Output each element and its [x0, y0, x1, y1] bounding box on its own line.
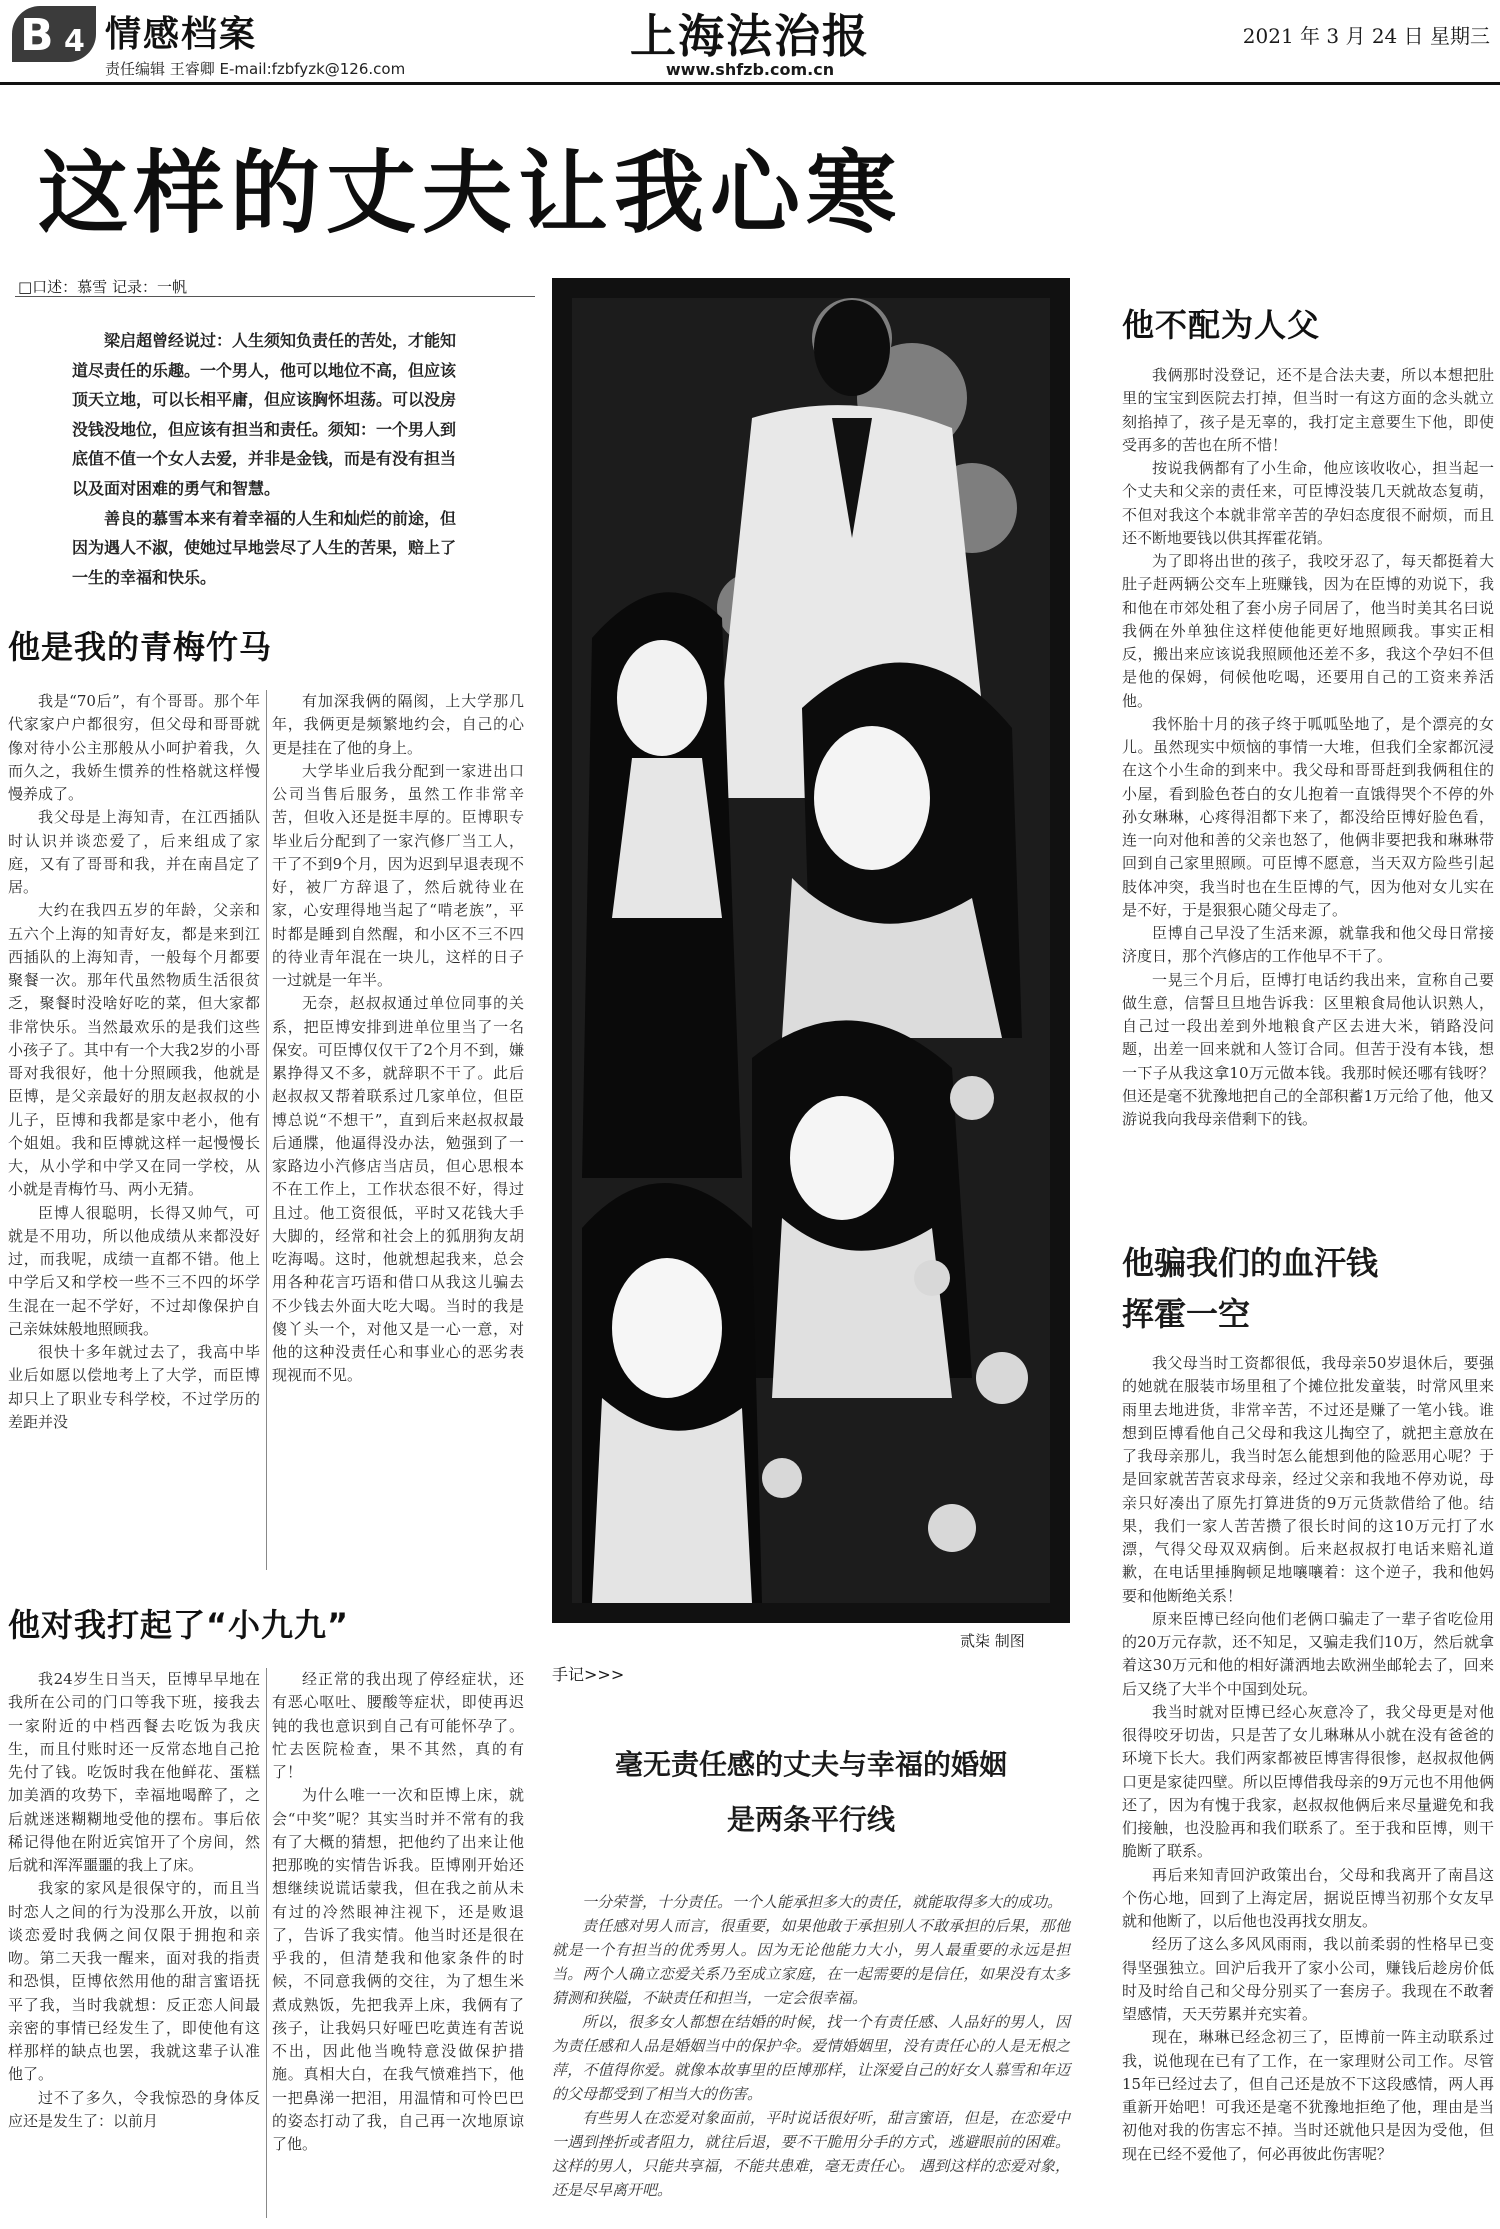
section1-column-1 — [8, 690, 260, 1434]
article-intro — [72, 326, 468, 592]
section2-column-1 — [8, 1668, 260, 2133]
note-title — [552, 1738, 1070, 1847]
article-headline: 这样的丈夫让我心寒 — [38, 141, 902, 246]
note-paragraph: 一分荣誉，十分责任。一个人能承担多大的责任，就能取得多大的成功。 — [582, 1893, 1063, 1911]
column-divider — [266, 690, 267, 1570]
paragraph: 臣博自己早没了生活来源，就靠我和他父母日常接济度日，那个汽修店的工作他早不干了。 — [1122, 924, 1494, 966]
intro-paragraph: 梁启超曾经说过：人生须知负责任的苦处，才能知道尽责任的乐趣。一个男人，他可以地位不高，但应该顶天立地，可以长相平庸，但应该胸怀坦荡。可以没房没钱没地位，但应该有担当和责任。须知：一个男人到底值不值一个女人去爱，并非是金钱，而是有没有担当以及面对困难的勇气和智慧。 — [72, 331, 457, 498]
illustration-credit: 贰柒 制图 — [960, 1632, 1025, 1650]
paragraph: 我怀胎十月的孩子终于呱呱坠地了，是个漂亮的女儿。虽然现实中烦恼的事情一大堆，但我们全家都沉浸在这个小生命的到来中。我父母和哥哥赶到我俩租住的小屋，看到脸色苍白的女儿抱着一直饿得哭个不停的外孙女琳琳，心疼得泪都下来了，都没给臣博好脸色看，连一向对他和善的父亲也怒了，他俩非要把我和琳琳带回到自己家里照顾。可臣博不愿意，当天双方险些引起肢体冲突，我当时也在生臣博的气，因为他对女儿实在是不好，于是狠狠心随父母走了。 — [1122, 714, 1494, 919]
woman-figure-center — [752, 1020, 972, 1398]
byline: □口述：慕雪 记录：一帆 — [18, 278, 187, 296]
woman-figure-left — [582, 592, 742, 1178]
paragraph: 原来臣博已经向他们老俩口骗走了一辈子省吃俭用的20万元存款，还不知足，又骗走我们10万，然后就拿着这30万元和他的相好潇洒地去欧洲坐邮轮去了，回来后又绕了大半个中国到处玩。 — [1122, 1609, 1494, 1698]
illustration — [552, 278, 1070, 1623]
paragraph: 经正常的我出现了停经症状，还有恶心呕吐、腰酸等症状，即使再迟钝的我也意识到自己有可能怀孕了。忙去医院检查，果不其然，真的有了！ — [272, 1670, 524, 1781]
paragraph: 我家的家风是很保守的，而且当时恋人之间的行为没那么开放，以前谈恋爱时我俩之间仅限于拥抱和亲吻。第二天我一醒来，面对我的指责和恐惧，臣博依然用他的甜言蜜语抚平了我，当时我就想：反正恋人间最亲密的事情已经发生了，即使他有这样那样的缺点也罢，我就这辈子认准他了。 — [8, 1879, 260, 2084]
paragraph: 我是“70后”，有个哥哥。那个年代家家户户都很穷，但父母和哥哥就像对待小公主那般从小呵护着我，久而久之，我娇生惯养的性格就这样慢慢养成了。 — [8, 692, 260, 803]
byline-rule — [15, 296, 535, 297]
paragraph: 按说我俩都有了小生命，他应该收收心，担当起一个丈夫和父亲的责任来，可臣博没装几天就故态复萌，不但对我这个本就非常辛苦的孕妇态度很不耐烦，而且还不断地要钱以供其挥霍花销。 — [1122, 459, 1494, 547]
paragraph: 很快十多年就过去了，我高中毕业后如愿以偿地考上了大学，而臣博却只上了职业专科学校，不过学历的差距并没 — [8, 1343, 260, 1431]
paragraph: 为了即将出世的孩子，我咬牙忍了，每天都挺着大肚子赶两辆公交车上班赚钱，因为在臣博的劝说下，我和他在市郊处租了套小房子同居了，他当时美其名曰说我俩在外单独住这样使他能更好地照顾我。事实正相反，搬出来应该说我照顾他还差不多，我这个孕妇不但是他的保姆，伺候他吃喝，还要用自己的工资来养活他。 — [1122, 552, 1494, 710]
section-title-2: 他对我打起了“小九九” — [8, 1606, 350, 1644]
section4-column — [1122, 1352, 1494, 2166]
column-divider — [266, 1668, 267, 2218]
section-letter: B — [20, 10, 54, 61]
paragraph: 臣博人很聪明，长得又帅气，可就是不用功，所以他成绩从来都没好过，而我呢，成绩一直都不错。他上中学后又和学校一些不三不四的坏学生混在一起不学好，不过却像保护自己亲妹妹般地照顾我。 — [8, 1203, 260, 1338]
paragraph: 我父母当时工资都很低，我母亲50岁退休后，要强的她就在服装市场里租了个摊位批发童装，时常风里来雨里去地进货，非常辛苦，不过还是赚了一笔小钱。谁想到臣博看他自己父母和我这儿掏空了，就把主意放在了我母亲那儿，我当时怎么能想到他的险恶用心呢？于是回家就苦苦哀求母亲，经过父亲和我地不停劝说，母亲只好凑出了原先打算进货的9万元货款借给了他。结果，我们一家人苦苦攒了很长时间的这10万元打了水漂，气得父母双双病倒。后来赵叔叔打电话来赔礼道歉，在电话里捶胸顿足地嚷嚷着：这个逆子，我和他妈要和他断绝关系！ — [1122, 1354, 1494, 1605]
note-title-line: 毫无责任感的丈夫与幸福的婚姻 — [614, 1748, 1007, 1781]
note-paragraph: 责任感对男人而言，很重要，如果他敢于承担别人不敢承担的后果，那他就是一个有担当的优秀男人。因为无论他能力大小，男人最重要的永远是担当。两个人确立恋爱关系乃至成立家庭，在一起需要的是信任，如果没有太多猜测和狭隘，不缺责任和担当，一定会很幸福。 — [552, 1917, 1070, 2007]
masthead-url: www.shfzb.com.cn — [665, 60, 835, 79]
paragraph: 我俩那时没登记，还不是合法夫妻，所以本想把肚里的宝宝到医院去打掉，但当时一有这方面的念头就立刻掐掉了，孩子是无辜的，我打定主意要生下他，即使受再多的苦也在所不惜！ — [1122, 366, 1494, 454]
paragraph: 一晃三个月后，臣博打电话约我出来，宣称自己要做生意，信誓旦旦地告诉我：区里粮食局他认识熟人，自己过一段出差到外地粮食产区去进大米，销路没问题，出差一回来就和人签订合同。但苦于没有本钱，想一下子从我这拿10万元做本钱。我那时候还哪有钱呀？但还是毫不犹豫地把自己的全部积蓄1万元给了他，他又游说我向我母亲借剩下的钱。 — [1122, 970, 1494, 1128]
paragraph: 无奈，赵叔叔通过单位同事的关系，把臣博安排到进单位里当了一名保安。可臣博仅仅干了2个月不到，嫌累挣得又不多，就辞职不干了。此后赵叔叔又帮着联系过几家单位，但臣博总说“不想干”，直到后来赵叔叔最后通牒，他逼得没办法，勉强到了一家路边小汽修店当店员，但心思根本不在工作上，工作状态很不好，得过且过。他工资很低，平时又花钱大手大脚的，经常和社会上的狐朋狗友胡吃海喝。这时，他就想起我来，总会用各种花言巧语和借口从我这儿骗去不少钱去外面大吃大喝。当时的我是傻丫头一个，对他又是一心一意，对他的这种没责任心和事业心的恶劣表现视而不见。 — [272, 994, 524, 1385]
note-tag: 手记>>> — [552, 1665, 625, 1684]
section-title-line: 挥霍一空 — [1122, 1295, 1251, 1334]
header-rule — [0, 82, 1500, 85]
paragraph: 我父母是上海知青，在江西插队时认识并谈恋爱了，后来组成了家庭，又有了哥哥和我，并在南昌定了居。 — [8, 808, 260, 896]
paragraph: 为什么唯一一次和臣博上床，就会“中奖”呢？其实当时并不常有的我有了大概的猜想，把他约了出来让他把那晚的实情告诉我。臣博刚开始还想继续说谎话蒙我，但在我之前从未有过的冷然眼神注视下，还是败退了，告诉了我实情。他当时还是很在乎我的，但清楚我和他家条件的时候，不同意我俩的交往，为了想生米煮成熟饭，先把我弄上床，我俩有了孩子，让我妈只好哑巴吃黄连有苦说不出，因此他当晚特意没做保护措施。真相大白，在我气愤难挡下，他一把鼻涕一把泪，用温情和可怜巴巴的姿态打动了我，自己再一次地原谅了他。 — [272, 1786, 524, 2153]
section-title-1: 他是我的青梅竹马 — [8, 628, 273, 666]
editor-credit: 责任编辑 王睿卿 E-mail:fzbfyzk@126.com — [105, 60, 406, 78]
section1-column-2 — [272, 690, 524, 1388]
woman-figure-right — [782, 663, 1022, 1038]
paragraph: 我24岁生日当天，臣博早早地在我所在公司的门口等我下班，接我去一家附近的中档西餐去吃饭为我庆生，而且付账时还一反常态地自己抢先付了钱。吃饭时我在他鲜花、蛋糕加美酒的攻势下，幸福地喝醉了，之后就迷迷糊糊地受他的摆布。事后依稀记得他在附近宾馆开了个房间，然后就和浑浑噩噩的我上了床。 — [8, 1670, 260, 1874]
paragraph: 过不了多久，令我惊恐的身体反应还是发生了：以前月 — [8, 2088, 260, 2130]
paragraph: 现在，琳琳已经念初三了，臣博前一阵主动联系过我，说他现在已有了工作，在一家理财公司工作。尽管15年已经过去了，但自己还是放不下这段感情，两人再重新开始吧！可我还是毫不犹豫地拒绝了他，理由是当初他对我的伤害忘不掉。当时还就他只是因为受他，但现在已经不爱他了，何必再彼此伤害呢？ — [1122, 2028, 1494, 2163]
intro-paragraph: 善良的慕雪本来有着幸福的人生和灿烂的前途，但因为遇人不淑，使她过早地尝尽了人生的苦果，赔上了一生的幸福和快乐。 — [72, 508, 457, 587]
section3-column — [1122, 364, 1494, 1131]
paragraph: 再后来知青回沪政策出台，父母和我离开了南昌这个伤心地，回到了上海定居，据说臣博当初那个女友早就和他断了，以后他也没再找女朋友。 — [1122, 1865, 1494, 1930]
newspaper-masthead: 上海法治报 — [630, 9, 870, 63]
section-title-4 — [1122, 1238, 1378, 1340]
paragraph: 大约在我四五岁的年龄，父亲和五六个上海的知青好友，都是来到江西插队的上海知青，一般每个月都要聚餐一次。那年代虽然物质生活很贫乏，聚餐时没啥好吃的菜，但大家都非常快乐。当然最欢乐的是我们这些小孩子了。其中有一个大我2岁的小哥哥对我很好，他十分照顾我，他就是臣博，是父亲最好的朋友赵叔叔的小儿子，臣博和我都是家中老小，他有个姐姐。我和臣博就这样一起慢慢长大，从小学和中学又在同一学校，从小就是青梅竹马、两小无猜。 — [8, 901, 260, 1199]
issue-date: 2021 年 3 月 24 日 星期三 — [1242, 24, 1490, 48]
paragraph: 经历了这么多风风雨雨，我以前柔弱的性格早已变得坚强独立。回沪后我开了家小公司，赚钱后趁房价低时及时给自己和父母分别买了一套房子。我现在不敢奢望感情，天天劳累并充实着。 — [1122, 1935, 1494, 2023]
paragraph: 有加深我俩的隔阂，上大学那几年，我俩更是频繁地约会，自己的心更是挂在了他的身上。 — [272, 692, 524, 757]
woman-figure-bottom — [582, 1183, 762, 1603]
paragraph: 大学毕业后我分配到一家进出口公司当售后服务，虽然工作非常辛苦，但收入还是挺丰厚的。臣博职专毕业后分配到了一家汽修厂当工人，干了不到9个月，因为迟到早退表现不好，被厂方辞退了，然后就待业在家，心安理得地当起了“啃老族”，平时都是睡到自然醒，和小区不三不四的待业青年混在一块儿，这样的日子一过就是一年半。 — [272, 761, 524, 989]
note-paragraph: 所以，很多女人都想在结婚的时候，找一个有责任感、人品好的男人，因为责任感和人品是婚姻当中的保护伞。爱情婚姻里，没有责任心的人是无根之萍，不值得你爱。就像本故事里的臣博那样，让深爱自己的好女人慕雪和年迈的父母都受到了相当大的伤害。 — [552, 2013, 1070, 2103]
section-title-line: 他骗我们的血汗钱 — [1122, 1244, 1379, 1282]
section-title-3: 他不配为人父 — [1122, 306, 1321, 344]
section-number: 4 — [64, 24, 85, 59]
section2-column-2 — [272, 1668, 524, 2156]
section-name: 情感档案 — [105, 14, 258, 55]
note-paragraph: 有些男人在恋爱对象面前，平时说话很好听，甜言蜜语，但是，在恋爱中一遇到挫折或者阻力，就往后退，要不干脆用分手的方式，逃避眼前的困难。这样的男人，只能共享福，不能共患难，毫无责任心。 遇到这样的恋爱对象，还是尽早离开吧。 — [552, 2109, 1070, 2199]
note-title-line: 是两条平行线 — [726, 1802, 895, 1836]
paragraph: 我当时就对臣博已经心灰意冷了，我父母更是对他很得咬牙切齿，只是苦了女儿琳琳从小就在没有爸爸的环境下长大。我们两家都被臣博害得很惨，赵叔叔他俩口更是家徒四壁。所以臣博借我母亲的9万元也不用他俩还了，因为有愧于我家，赵叔叔他俩后来尽量避免和我们接触，也没脸再和我们联系了。至于我和臣博，则干脆断了联系。 — [1122, 1702, 1494, 1861]
note-body — [552, 1890, 1070, 2202]
